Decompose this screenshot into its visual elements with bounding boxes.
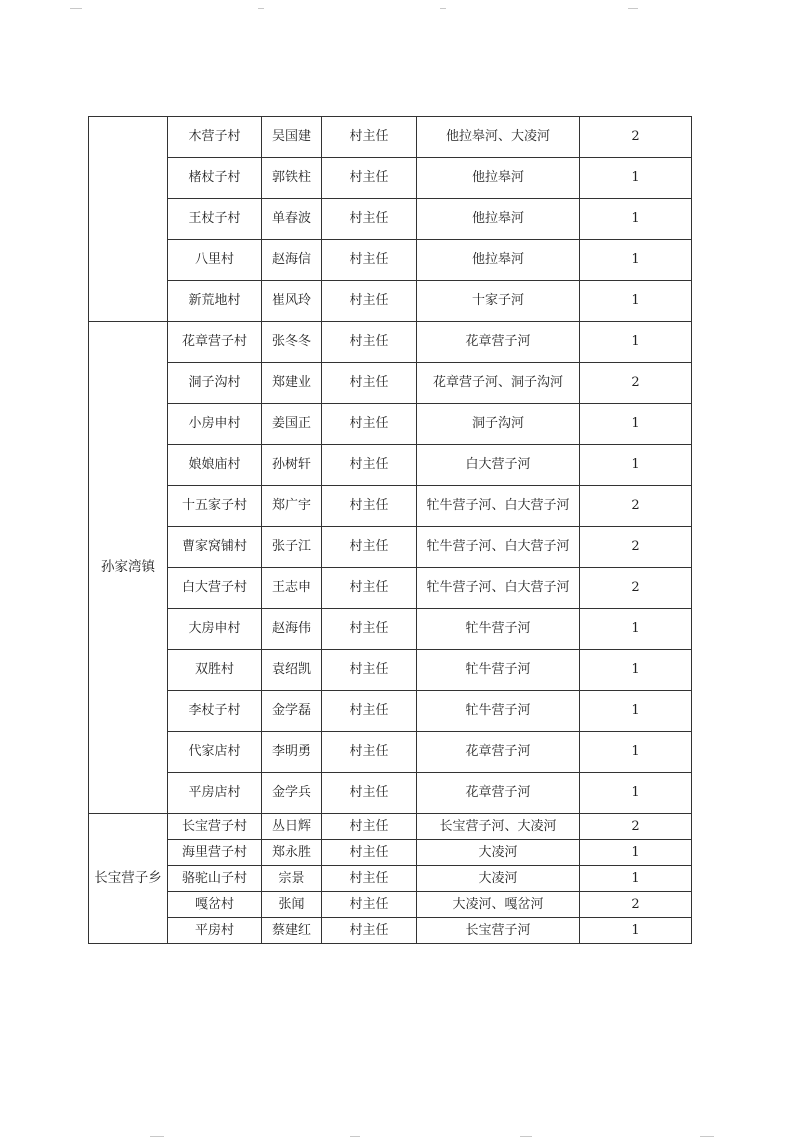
village-cell: 嘎岔村 — [168, 892, 262, 918]
town-cell — [89, 117, 168, 322]
position-cell: 村主任 — [322, 240, 417, 281]
table-row — [89, 404, 692, 445]
name-cell: 张闻 — [262, 892, 322, 918]
scan-mark-top — [258, 8, 264, 9]
count-cell: 1 — [580, 445, 692, 486]
name-cell: 赵海伟 — [262, 609, 322, 650]
village-cell: 小房申村 — [168, 404, 262, 445]
rivers-cell: 大凌河 — [417, 866, 580, 892]
position-cell: 村主任 — [322, 281, 417, 322]
village-cell: 李杖子村 — [168, 691, 262, 732]
rivers-cell: 牤牛营子河 — [417, 650, 580, 691]
count-cell: 1 — [580, 773, 692, 814]
position-cell: 村主任 — [322, 840, 417, 866]
name-cell: 吴国建 — [262, 117, 322, 158]
village-cell: 洞子沟村 — [168, 363, 262, 404]
table-row — [89, 363, 692, 404]
position-cell: 村主任 — [322, 117, 417, 158]
rivers-cell: 洞子沟河 — [417, 404, 580, 445]
rivers-cell: 花章营子河 — [417, 322, 580, 363]
table-row — [89, 650, 692, 691]
count-cell: 1 — [580, 609, 692, 650]
count-cell: 2 — [580, 117, 692, 158]
village-cell: 八里村 — [168, 240, 262, 281]
scan-mark-bottom — [150, 1136, 164, 1137]
table-row — [89, 486, 692, 527]
position-cell: 村主任 — [322, 486, 417, 527]
table-row — [89, 117, 692, 158]
position-cell: 村主任 — [322, 691, 417, 732]
count-cell: 1 — [580, 281, 692, 322]
rivers-cell: 牤牛营子河 — [417, 691, 580, 732]
scan-mark-top — [628, 8, 638, 9]
table-row — [89, 609, 692, 650]
count-cell: 2 — [580, 814, 692, 840]
village-cell: 十五家子村 — [168, 486, 262, 527]
rivers-cell: 长宝营子河、大凌河 — [417, 814, 580, 840]
rivers-cell: 牤牛营子河、白大营子河 — [417, 486, 580, 527]
name-cell: 袁绍凯 — [262, 650, 322, 691]
rivers-cell: 十家子河 — [417, 281, 580, 322]
table-row — [89, 568, 692, 609]
position-cell: 村主任 — [322, 732, 417, 773]
position-cell: 村主任 — [322, 445, 417, 486]
position-cell: 村主任 — [322, 568, 417, 609]
name-cell: 王志申 — [262, 568, 322, 609]
position-cell: 村主任 — [322, 918, 417, 944]
count-cell: 1 — [580, 866, 692, 892]
table-row — [89, 814, 692, 840]
count-cell: 1 — [580, 158, 692, 199]
village-cell: 骆驼山子村 — [168, 866, 262, 892]
position-cell: 村主任 — [322, 650, 417, 691]
village-cell: 平房村 — [168, 918, 262, 944]
name-cell: 姜国正 — [262, 404, 322, 445]
name-cell: 张冬冬 — [262, 322, 322, 363]
position-cell: 村主任 — [322, 609, 417, 650]
table-row — [89, 281, 692, 322]
village-cell: 双胜村 — [168, 650, 262, 691]
rivers-cell: 花章营子河 — [417, 773, 580, 814]
count-cell: 1 — [580, 691, 692, 732]
rivers-cell: 大凌河、嘎岔河 — [417, 892, 580, 918]
river-chief-table — [88, 116, 692, 944]
village-cell: 楮杖子村 — [168, 158, 262, 199]
rivers-cell: 牤牛营子河、白大营子河 — [417, 527, 580, 568]
table-row — [89, 866, 692, 892]
name-cell: 宗景 — [262, 866, 322, 892]
scan-mark-bottom — [520, 1136, 532, 1137]
table-row — [89, 322, 692, 363]
name-cell: 崔风玲 — [262, 281, 322, 322]
count-cell: 2 — [580, 527, 692, 568]
position-cell: 村主任 — [322, 363, 417, 404]
village-cell: 王杖子村 — [168, 199, 262, 240]
town-cell: 孙家湾镇 — [89, 322, 168, 814]
village-cell: 花章营子村 — [168, 322, 262, 363]
table-row — [89, 691, 692, 732]
name-cell: 蔡建红 — [262, 918, 322, 944]
rivers-cell: 他拉皋河、大凌河 — [417, 117, 580, 158]
rivers-cell: 长宝营子河 — [417, 918, 580, 944]
scan-mark-bottom — [350, 1136, 360, 1137]
scan-mark-top — [440, 8, 446, 9]
position-cell: 村主任 — [322, 866, 417, 892]
name-cell: 单春波 — [262, 199, 322, 240]
rivers-cell: 他拉皋河 — [417, 158, 580, 199]
position-cell: 村主任 — [322, 527, 417, 568]
rivers-cell: 他拉皋河 — [417, 199, 580, 240]
scan-mark-top — [70, 8, 82, 9]
table-row — [89, 892, 692, 918]
table-row — [89, 918, 692, 944]
name-cell: 丛日辉 — [262, 814, 322, 840]
table-row — [89, 199, 692, 240]
name-cell: 郑永胜 — [262, 840, 322, 866]
count-cell: 2 — [580, 486, 692, 527]
village-cell: 木营子村 — [168, 117, 262, 158]
village-cell: 娘娘庙村 — [168, 445, 262, 486]
rivers-cell: 他拉皋河 — [417, 240, 580, 281]
count-cell: 1 — [580, 650, 692, 691]
village-cell: 代家店村 — [168, 732, 262, 773]
table-row — [89, 840, 692, 866]
rivers-cell: 白大营子河 — [417, 445, 580, 486]
position-cell: 村主任 — [322, 322, 417, 363]
name-cell: 金学磊 — [262, 691, 322, 732]
table-row — [89, 445, 692, 486]
name-cell: 金学兵 — [262, 773, 322, 814]
rivers-cell: 花章营子河、洞子沟河 — [417, 363, 580, 404]
town-cell: 长宝营子乡 — [89, 814, 168, 944]
count-cell: 1 — [580, 199, 692, 240]
name-cell: 赵海信 — [262, 240, 322, 281]
name-cell: 郑广宇 — [262, 486, 322, 527]
table-row — [89, 527, 692, 568]
name-cell: 郑建业 — [262, 363, 322, 404]
village-cell: 曹家窝铺村 — [168, 527, 262, 568]
name-cell: 孙树轩 — [262, 445, 322, 486]
name-cell: 张子江 — [262, 527, 322, 568]
position-cell: 村主任 — [322, 404, 417, 445]
count-cell: 1 — [580, 732, 692, 773]
rivers-cell: 牤牛营子河、白大营子河 — [417, 568, 580, 609]
village-cell: 海里营子村 — [168, 840, 262, 866]
count-cell: 1 — [580, 918, 692, 944]
rivers-cell: 大凌河 — [417, 840, 580, 866]
table-row — [89, 773, 692, 814]
count-cell: 1 — [580, 840, 692, 866]
position-cell: 村主任 — [322, 158, 417, 199]
rivers-cell: 牤牛营子河 — [417, 609, 580, 650]
village-cell: 大房申村 — [168, 609, 262, 650]
name-cell: 李明勇 — [262, 732, 322, 773]
position-cell: 村主任 — [322, 773, 417, 814]
count-cell: 1 — [580, 404, 692, 445]
count-cell: 1 — [580, 240, 692, 281]
count-cell: 2 — [580, 892, 692, 918]
count-cell: 1 — [580, 322, 692, 363]
count-cell: 2 — [580, 363, 692, 404]
position-cell: 村主任 — [322, 199, 417, 240]
table-row — [89, 158, 692, 199]
table-row — [89, 240, 692, 281]
name-cell: 郭铁柱 — [262, 158, 322, 199]
position-cell: 村主任 — [322, 814, 417, 840]
village-cell: 白大营子村 — [168, 568, 262, 609]
village-cell: 新荒地村 — [168, 281, 262, 322]
rivers-cell: 花章营子河 — [417, 732, 580, 773]
village-cell: 长宝营子村 — [168, 814, 262, 840]
table-row — [89, 732, 692, 773]
count-cell: 2 — [580, 568, 692, 609]
village-cell: 平房店村 — [168, 773, 262, 814]
position-cell: 村主任 — [322, 892, 417, 918]
scan-mark-bottom — [700, 1136, 714, 1137]
